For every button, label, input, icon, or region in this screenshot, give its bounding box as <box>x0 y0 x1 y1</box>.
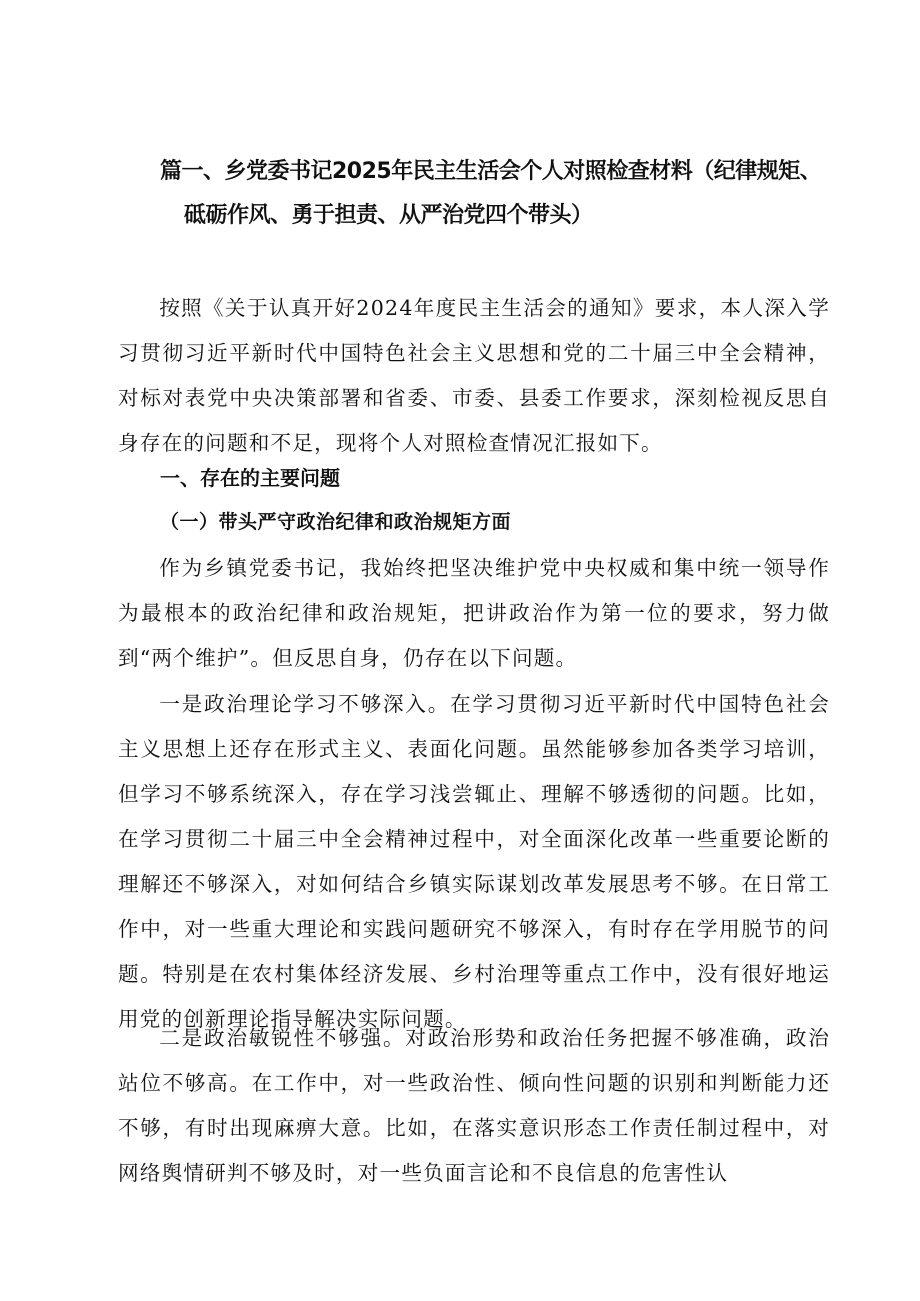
subsection-heading-political-discipline: （一）带头严守政治纪律和政治规矩方面 <box>160 511 512 533</box>
body-paragraph-2: 一是政治理论学习不够深入。在学习贯彻习近平新时代中国特色社会主义思想上还存在形式主义、表面化问题。虽然能够参加各类学习培训，但学习不够系统深入，存在学习浅尝辄止、理解不够透彻的问题。比如，在学习贯彻二十届三中全会精神过程中，对全面深化改革一些重要论断的理解还不够深入，对如何结合乡镇实际谋划改革发展思考不够。在日常工作中，对一些重大理论和实践问题研究不够深入，有时存在学用脱节的问题。特别是在农村集体经济发展、乡村治理等重点工作中，没有很好地运用党的创新理论指导解决实际问题。 <box>118 692 830 1031</box>
title-line-1: 篇一、乡党委书记2025年民主生活会个人对照检查材料（纪律规矩、 <box>160 159 822 184</box>
title-line-2: 砥砺作风、勇于担责、从严治党四个带头） <box>184 203 593 228</box>
section-heading-main-problems: 一、存在的主要问题 <box>160 466 340 490</box>
intro-paragraph: 按照《关于认真开好2024年度民主生活会的通知》要求，本人深入学习贯彻习近平新时代中国特色社会主义思想和党的二十届三中全会精神，对标对表党中央决策部署和省委、市委、县委工作要求，深刻检视反思自身存在的问题和不足，现将个人对照检查情况汇报如下。 <box>118 296 830 455</box>
document-title <box>160 150 850 238</box>
body-paragraph-3: 二是政治敏锐性不够强。对政治形势和政治任务把握不够准确，政治站位不够高。在工作中，对一些政治性、倾向性问题的识别和判断能力还不够，有时出现麻痹大意。比如，在落实意识形态工作责任制过程中，对网络舆情研判不够及时，对一些负面言论和不良信息的危害性认 <box>118 1026 830 1185</box>
body-paragraph-1: 作为乡镇党委书记，我始终把坚决维护党中央权威和集中统一领导作为最根本的政治纪律和政治规矩，把讲政治作为第一位的要求，努力做到“两个维护”。但反思自身，仍存在以下问题。 <box>118 556 830 670</box>
